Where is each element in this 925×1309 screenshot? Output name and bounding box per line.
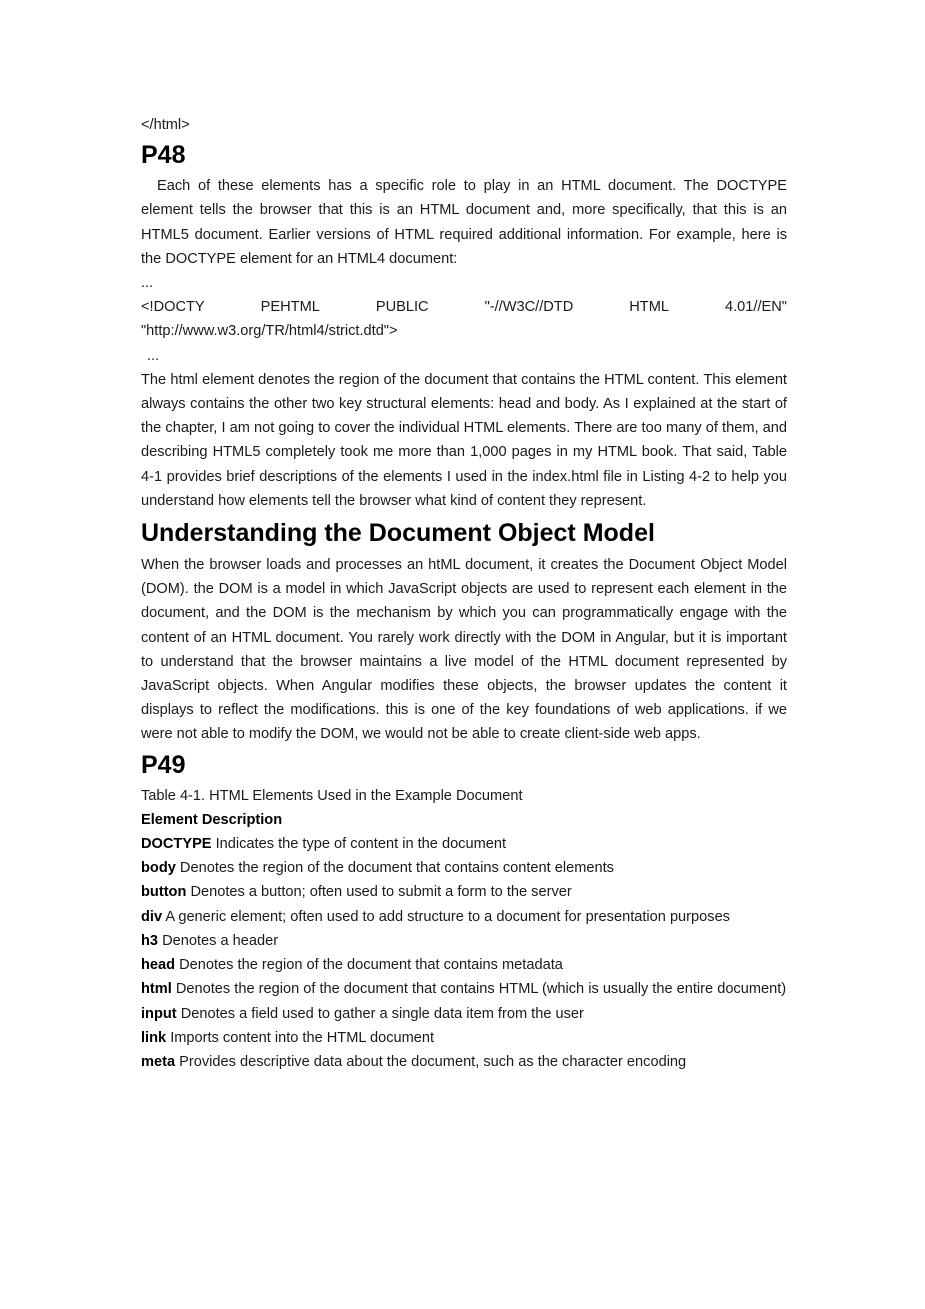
table-row — [141, 880, 787, 904]
element-table — [141, 832, 787, 1074]
paragraph-doctype-intro: Each of these elements has a specific role to play in an HTML document. The DOCTYPE element tells the browser that this is an HTML document and, more specifically, that this is an HTML5 document. Earlier versions of HTML required additional information. For example, here is the DOCTYPE element for an HTML4 document: — [141, 178, 787, 267]
document-page — [141, 113, 787, 1074]
table-row — [141, 1050, 787, 1074]
table-row — [141, 1026, 787, 1050]
row-term: meta — [141, 1053, 176, 1070]
row-desc: Imports content into the HTML document — [166, 1029, 435, 1046]
table-row — [141, 953, 787, 977]
row-desc: Denotes the region of the document that contains HTML (which is usually the entire document) — [171, 981, 787, 998]
row-term: input — [141, 1005, 177, 1022]
table-header: Element Description — [141, 811, 283, 828]
row-term: head — [141, 957, 176, 974]
table-caption: Table 4-1. HTML Elements Used in the Example Document — [141, 787, 523, 804]
table-row — [141, 1002, 787, 1026]
row-desc: Indicates the type of content in the document — [211, 836, 507, 853]
doctype-part: PUBLIC — [375, 299, 429, 316]
row-term: html — [141, 981, 172, 998]
row-term: body — [141, 860, 176, 877]
row-desc: Provides descriptive data about the document, such as the character encoding — [175, 1053, 687, 1070]
table-row — [141, 832, 787, 856]
row-desc: Denotes the region of the document that contains metadata — [175, 957, 563, 974]
page-marker-p49: P49 — [141, 750, 186, 779]
table-row — [141, 856, 787, 880]
ellipsis-top: ... — [141, 275, 154, 292]
row-desc: Denotes the region of the document that contains content elements — [175, 860, 614, 877]
row-desc: Denotes a header — [158, 932, 279, 949]
doctype-part: 4.01//EN" — [725, 299, 787, 316]
row-desc: A generic element; often used to add structure to a document for presentation purposes — [162, 908, 730, 925]
row-term: button — [141, 884, 187, 901]
table-row — [141, 977, 787, 1001]
doctype-part: <!DOCTY — [141, 299, 205, 316]
paragraph-dom: When the browser loads and processes an htML document, it creates the Document Object Model (DOM). the DOM is a model in which JavaScript objects are used to represent each element in the document, and the DOM is the mechanism by which you can programmatically engage with the content of an HTML document. You rarely work directly with the DOM in Angular, but it is important to understand that the browser maintains a live model of the HTML document represented by JavaScript objects. When Angular modifies these objects, the browser updates the content it displays to reflect the modifications. this is one of the key foundations of web applications. if we were not able to modify the DOM, we would not be able to create client-side web apps. — [141, 557, 787, 743]
row-term: DOCTYPE — [141, 836, 212, 853]
row-desc: Denotes a field used to gather a single data item from the user — [176, 1005, 584, 1022]
row-desc: Denotes a button; often used to submit a form to the server — [186, 884, 572, 901]
table-row — [141, 905, 787, 929]
paragraph-html-element: The html element denotes the region of the document that contains the HTML content. This element always contains the other two key structural elements: head and body. As I explained at the start of the chapter, I am not going to cover the individual HTML elements. There are too many of them, and describing HTML5 completely took me more than 1,000 pages in my HTML book. That said, Table 4-1 provides brief descriptions of the elements I used in the index.html file in Listing 4-2 to help you understand how elements tell the browser what kind of content they represent. — [141, 371, 787, 509]
doctype-url-line: "http://www.w3.org/TR/html4/strict.dtd"> — [141, 323, 398, 340]
page-marker-p48: P48 — [141, 141, 186, 170]
closing-html-tag: </html> — [141, 117, 190, 133]
ellipsis-bottom: ... — [147, 347, 160, 364]
section-heading-dom: Understanding the Document Object Model — [141, 519, 655, 548]
row-term: link — [141, 1029, 167, 1046]
row-term: div — [141, 908, 163, 925]
row-term: h3 — [141, 932, 159, 949]
doctype-code-line — [141, 295, 787, 319]
table-row — [141, 929, 787, 953]
doctype-part: HTML — [629, 299, 669, 316]
doctype-part: "-//W3C//DTD — [484, 299, 574, 316]
doctype-part: PEHTML — [260, 299, 320, 316]
